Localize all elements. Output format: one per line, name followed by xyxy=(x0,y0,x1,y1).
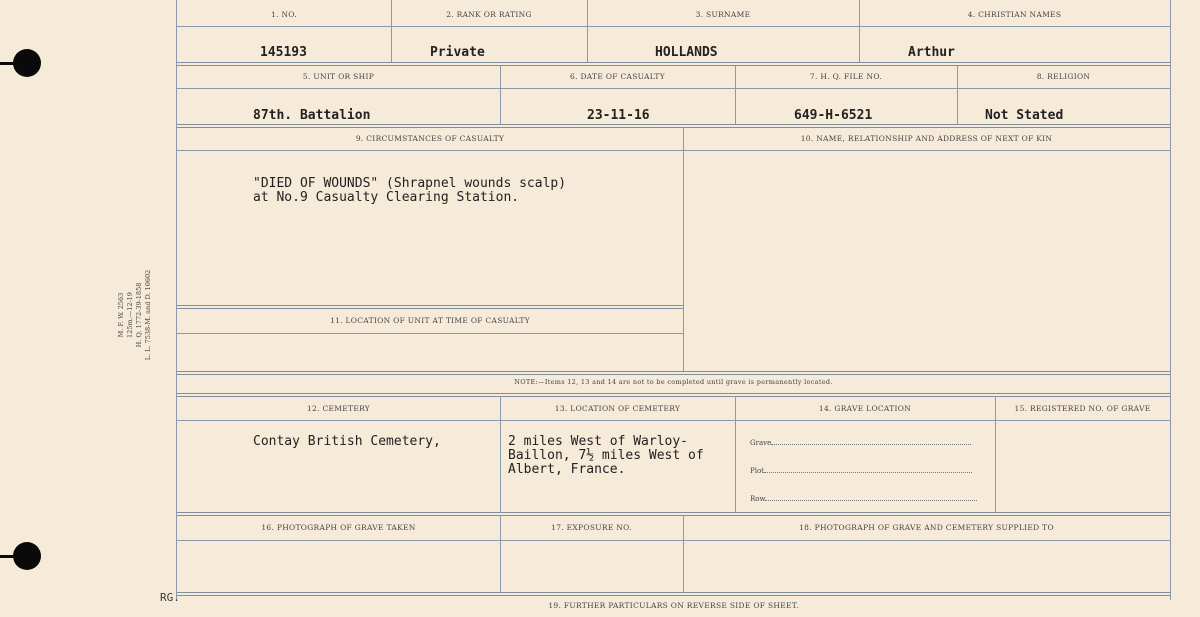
label-location-of-unit: 11. LOCATION OF UNIT AT TIME OF CASUALTY xyxy=(330,316,530,325)
value-hq-file: 649-H-6521 xyxy=(794,108,873,123)
label-circumstances: 9. CIRCUMSTANCES OF CASUALTY xyxy=(355,134,505,143)
value-religion: Not Stated xyxy=(985,108,1064,123)
row-label: Row xyxy=(750,495,766,503)
label-christian-names: 4. CHRISTIAN NAMES xyxy=(967,10,1062,19)
value-cemetery: Contay British Cemetery, xyxy=(253,434,441,449)
margin-line: M. F. W. 2563 xyxy=(117,292,125,338)
note-text: NOTE:—Items 12, 13 and 14 are not to be completed until grave is permanently located. xyxy=(514,378,833,386)
value-location-cemetery-line1: 2 miles West of Warloy- xyxy=(508,434,689,449)
left-border xyxy=(176,0,177,600)
value-date: 23-11-16 xyxy=(587,108,650,123)
grave-field xyxy=(750,439,971,447)
value-christian-names: Arthur xyxy=(908,45,955,60)
value-circumstances-line1: "DIED OF WOUNDS" (Shrapnel wounds scalp) xyxy=(253,176,567,191)
value-rank: Private xyxy=(430,45,485,60)
label-next-of-kin: 10. NAME, RELATIONSHIP AND ADDRESS OF NEXT OF KIN xyxy=(800,134,1053,143)
label-photo-taken: 16. PHOTOGRAPH OF GRAVE TAKEN xyxy=(261,523,416,532)
value-location-cemetery-line2: Baillon, 7½ miles West of xyxy=(508,448,704,463)
form-number-margin xyxy=(117,260,153,370)
right-border xyxy=(1170,0,1171,600)
label-exposure-no: 17. EXPOSURE NO. xyxy=(551,523,632,532)
label-rank: 2. RANK OR RATING xyxy=(446,10,532,19)
label-unit: 5. UNIT OR SHIP xyxy=(302,72,375,81)
margin-line: 125m.—12-19 xyxy=(126,292,134,338)
margin-line: H. Q. 1772-39-1858 xyxy=(135,282,143,348)
label-registered-no: 15. REGISTERED NO. OF GRAVE xyxy=(1014,404,1151,413)
label-religion: 8. RELIGION xyxy=(1036,72,1091,81)
punch-hole-bottom xyxy=(13,542,41,570)
label-location-of-cemetery: 13. LOCATION OF CEMETERY xyxy=(554,404,681,413)
label-cemetery: 12. CEMETERY xyxy=(306,404,371,413)
label-grave-location: 14. GRAVE LOCATION xyxy=(818,404,912,413)
grave-label: Grave xyxy=(750,439,772,447)
plot-label: Plot xyxy=(750,467,764,475)
value-unit: 87th. Battalion xyxy=(253,108,371,123)
label-further-particulars: 19. FURTHER PARTICULARS ON REVERSE SIDE OF SHEET. xyxy=(548,601,799,610)
margin-line: L. L. 7538-M. and D. 10602 xyxy=(144,269,152,361)
value-circumstances-line2: at No.9 Casualty Clearing Station. xyxy=(253,190,520,205)
punch-hole-top xyxy=(13,49,41,77)
value-no: 145193 xyxy=(260,45,307,60)
plot-field xyxy=(750,467,972,475)
label-surname: 3. SURNAME xyxy=(695,10,751,19)
label-photo-supplied: 18. PHOTOGRAPH OF GRAVE AND CEMETERY SUPPLIED TO xyxy=(799,523,1054,532)
value-surname: HOLLANDS xyxy=(655,45,718,60)
label-date: 6. DATE OF CASUALTY xyxy=(570,72,665,81)
label-no: 1. NO. xyxy=(271,10,297,19)
value-location-cemetery-line3: Albert, France. xyxy=(508,462,626,477)
label-hq-file: 7. H. Q. FILE NO. xyxy=(809,72,883,81)
row-field xyxy=(750,495,977,503)
rg-stamp: RG. xyxy=(160,591,180,604)
